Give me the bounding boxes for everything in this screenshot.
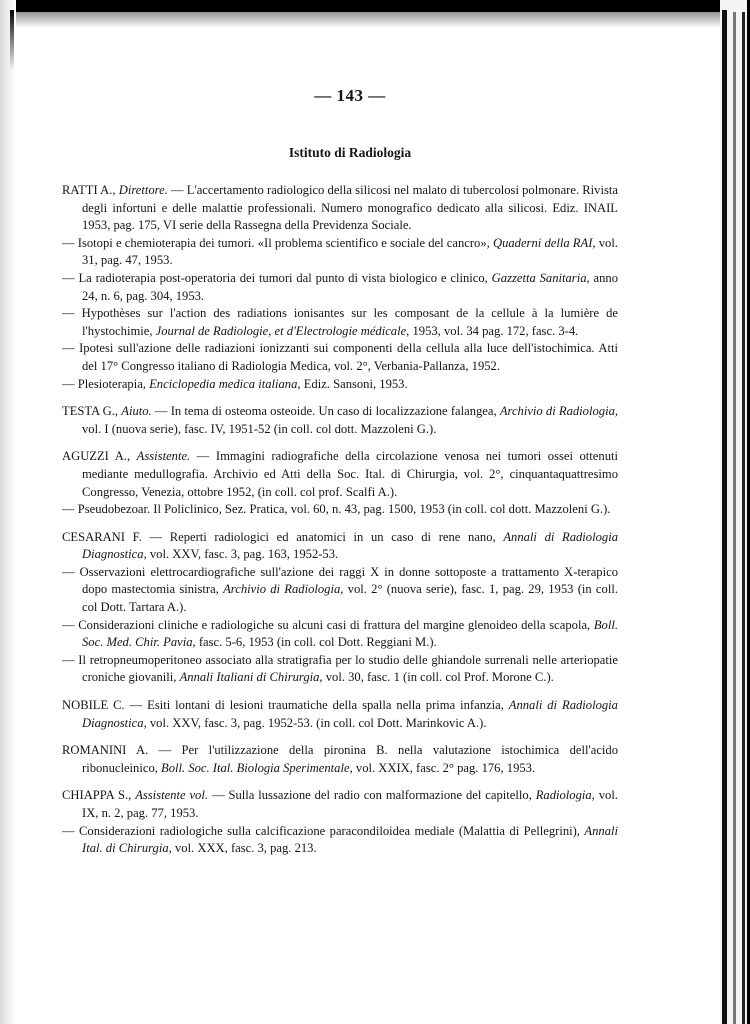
author-name: RATTI A., <box>62 183 116 197</box>
journal-name: Boll. Soc. Ital. Biologia Sperimentale, <box>161 760 353 775</box>
author-role: Aiuto. <box>121 404 152 419</box>
author-role: Assistente vol. <box>135 788 209 803</box>
journal-name: Annali di Radiologia Diagnostica, <box>82 529 618 562</box>
binding-edge-line <box>742 12 745 1024</box>
journal-name: Boll. Soc. Med. Chir. Pavia, <box>82 617 618 650</box>
bibliography-entry <box>62 742 618 777</box>
section-title: Istituto di Radiologia <box>288 145 412 160</box>
page-number: — 143 — <box>314 86 386 105</box>
bibliography <box>62 182 618 868</box>
publication-item <box>62 403 618 438</box>
publication-details: 1953, vol. 34 pag. 172, fasc. 3-4. <box>412 323 579 338</box>
publication-item <box>62 617 618 652</box>
publication-item <box>62 448 618 501</box>
scan-top-shadow <box>10 12 720 28</box>
bibliography-entry <box>62 403 618 438</box>
bibliography-entry <box>62 448 618 518</box>
author-role: Direttore. <box>118 183 168 197</box>
publication-title: — Esiti lontani di lesioni traumatiche della spalla nella prima infanzia, <box>129 698 504 713</box>
publication-title: — Osservazioni elettrocardiografiche sull'azione dei raggi X in donne sottoposte a trattamento X-terapico dopo mastectomia sinistra, <box>62 564 618 597</box>
author-name: NOBILE C. <box>62 698 125 713</box>
publication-details: vol. XXIX, fasc. 2° pag. 176, 1953. <box>355 760 536 775</box>
journal-name: Archivio di Radiologia, <box>223 582 344 597</box>
publication-details: Ediz. Sansoni, 1953. <box>303 376 408 391</box>
bibliography-entry <box>62 787 618 857</box>
publication-details: vol. XXX, fasc. 3, pag. 213. <box>174 841 317 856</box>
author-name: AGUZZI A., <box>62 449 131 464</box>
scan-top-border <box>0 0 750 12</box>
publication-details: vol. 2° (nuova serie), fasc. 1, pag. 29, 1953 (in coll. col Dott. Tartara A.). <box>82 582 618 615</box>
publication-title: — Considerazioni radiologiche sulla calcificazione paracondiloidea mediale (Malattia di Pellegrini), <box>62 823 580 838</box>
publication-details: vol. I (nuova serie), fasc. IV, 1951-52 (in coll. col dott. Mazzoleni G.). <box>82 421 437 436</box>
publication-title: — Il retropneumoperitoneo associato alla stratigrafia per lo studio delle ghiandole surrenali nelle arteriopatie croniche giovanili, <box>62 652 618 685</box>
publication-title: — Hypothèses sur l'action des radiations ionisantes sur les composant de la cellule à la lumière de l'hystochimie, <box>62 306 618 338</box>
publication-title: — Sulla lussazione del radio con malformazione del capitello, <box>211 788 532 803</box>
publication-details: fasc. 5-6, 1953 (in coll. col Dott. Reggiani M.). <box>198 635 437 650</box>
publication-item <box>62 742 618 777</box>
publication-title: — Plesioterapia, <box>62 376 146 391</box>
publication-title: — L'accertamento radiologico della silicosi nel malato di tubercolosi polmonare. Rivista degli infortuni e delle malattie professionali. Numero monografico dedicato alla silicosi. Ediz. INAIL 1953, pag. 175, VI serie della Rassegna della Previdenza Sociale. <box>82 183 618 233</box>
journal-name: Gazzetta Sanitaria, <box>491 270 590 285</box>
author-name: CESARANI F. <box>62 529 142 544</box>
publication-item <box>62 787 618 822</box>
bibliography-entry <box>62 529 618 687</box>
publication-details: vol. XXV, fasc. 3, pag. 163, 1952-53. <box>149 547 339 562</box>
publication-title: — Per l'utilizzazione della pironina B. nella valutazione istochimica dell'acido ribonucleinico, <box>82 743 618 775</box>
publication-item <box>62 501 618 519</box>
journal-name: Archivio di Radiologia, <box>499 404 619 419</box>
publication-details: vol. 31, pag. 47, 1953. <box>82 235 618 268</box>
journal-name: Quaderni della RAI, <box>492 235 596 250</box>
publication-title: — Ipotesi sull'azione delle radiazioni ionizzanti sui componenti della cellula alla luce dell'istochimica. Atti del 17° Congresso italiano di Radiologia Medica, vol. 2°, Verbania-Pallanza, 1952. <box>62 341 618 373</box>
author-name: CHIAPPA S., <box>62 788 132 803</box>
publication-item <box>62 564 618 617</box>
publication-item <box>62 305 618 340</box>
publication-details: anno 24, n. 6, pag. 304, 1953. <box>82 270 619 303</box>
publication-item <box>62 340 618 375</box>
binding-edge-line <box>722 10 727 1024</box>
journal-name: Annali di Radiologia Diagnostica, <box>82 698 618 730</box>
bibliography-entry <box>62 697 618 732</box>
publication-title: — In tema di osteoma osteoide. Un caso di localizzazione falangea, <box>154 404 497 419</box>
publication-title: — Reperti radiologici ed anatomici in un caso di rene nano, <box>149 529 496 544</box>
journal-name: Annali Ital. di Chirurgia, <box>82 823 618 856</box>
publication-title: — Considerazioni cliniche e radiologiche su alcuni casi di frattura del margine glenoideo della scapola, <box>62 617 591 632</box>
publication-item <box>62 823 618 858</box>
publication-title: — Pseudobezoar. Il Policlinico, Sez. Pratica, vol. 60, n. 43, pag. 1500, 1953 (in coll. col dott. Mazzoleni G.). <box>62 502 611 517</box>
publication-details: vol. XXV, fasc. 3, pag. 1952-53. (in coll. col Dott. Marinkovic A.). <box>149 715 487 730</box>
journal-name: Radiologia, <box>535 788 595 803</box>
author-name: ROMANINI A. <box>62 743 149 758</box>
journal-name: Journal de Radiologie, et d'Electrologie médicale, <box>155 323 410 338</box>
publication-item <box>62 652 618 687</box>
author-role: Assistente. <box>136 449 191 464</box>
publication-details: vol. 30, fasc. 1 (in coll. col Prof. Morone C.). <box>325 670 554 685</box>
journal-name: Annali Italiani di Chirurgia, <box>179 670 323 685</box>
bibliography-entry <box>62 182 618 393</box>
publication-details: vol. IX, n. 2, pag. 77, 1953. <box>82 788 618 820</box>
binding-edge-line <box>733 12 736 1024</box>
publication-item <box>62 529 618 564</box>
publication-item <box>62 376 618 394</box>
publication-item <box>62 182 618 235</box>
author-name: TESTA G., <box>62 404 119 419</box>
publication-title: — Isotopi e chemioterapia dei tumori. «Il problema scientifico e sociale del cancro», <box>62 235 490 250</box>
publication-title: — La radioterapia post-operatoria dei tumori dal punto di vista biologico e clinico, <box>62 270 488 285</box>
journal-name: Enciclopedia medica italiana, <box>149 376 301 391</box>
publication-item <box>62 235 618 270</box>
publication-item <box>62 697 618 732</box>
scan-left-shadow <box>10 10 14 70</box>
publication-item <box>62 270 618 305</box>
publication-title: — Immagini radiografiche della circolazione venosa nei tumori ossei ottenuti mediante medullografia. Archivio ed Atti della Soc. Ital. di Chirurgia, vol. 2°, cinquantaquattresimo Congresso, Venezia, ottobre 1952, (in coll. col prof. Scalfi A.). <box>82 449 618 499</box>
